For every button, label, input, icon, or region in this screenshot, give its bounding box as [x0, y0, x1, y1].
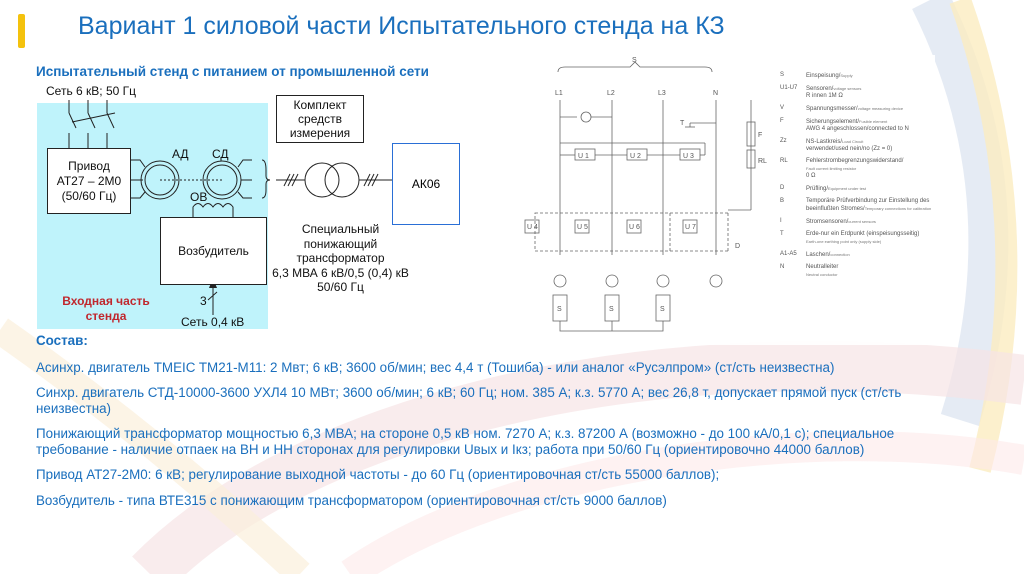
svg-text:S: S	[609, 306, 614, 313]
svg-text:D: D	[735, 243, 741, 250]
slide-title: Вариант 1 силовой части Испытательного стенда на КЗ	[78, 12, 725, 40]
transformer-caption	[268, 222, 413, 295]
drive-box	[47, 148, 131, 214]
input-part-label	[46, 294, 166, 324]
exciter-label: Возбудитель	[178, 243, 249, 258]
svg-text:L3: L3	[658, 90, 666, 97]
transformer-caption-line: 6,3 МВА 6 кВ/0,5 (0,4) кВ	[272, 265, 409, 280]
ak06-label: АК06	[411, 177, 441, 191]
transformer-caption-line: 50/60 Гц	[317, 280, 364, 294]
supply-label: Сеть 6 кВ; 50 Гц	[46, 84, 137, 98]
composition-item: Возбудитель - типа ВТЕ315 с понижающим трансформатором (ориентировочная ст/сть 9000 баллов)	[36, 492, 667, 508]
drive-line-3: (50/60 Гц)	[61, 188, 117, 203]
svg-text:U 6: U 6	[629, 224, 640, 231]
schematic-legend	[780, 72, 940, 284]
svg-text:U 5: U 5	[577, 224, 588, 231]
legend-row: N Neutralleiter Neutral conductor	[780, 264, 839, 277]
exciter-phases: 3	[200, 294, 207, 308]
svg-text:U 1: U 1	[578, 153, 589, 160]
input-part-line-1: Входная часть	[62, 294, 150, 308]
legend-row: F Sicherungselement/Fusible element AWG 4 angeschlossen/connected to N	[780, 118, 909, 132]
legend-row: U1-U7 Sensoren/voltage sensors R innen 1M Ω	[780, 85, 862, 99]
schematic-lines	[515, 55, 775, 345]
exciter-box	[160, 217, 267, 285]
legend-row: A1-A5 Laschen/connection	[780, 251, 850, 258]
slide-subtitle: Испытательный стенд с питанием от промышленной сети	[36, 64, 429, 79]
measurement-line-3: измерения	[289, 126, 351, 140]
svg-text:N: N	[713, 90, 719, 97]
legend-row: I Stromsensoren/current sensors	[780, 218, 876, 225]
legend-row: RL Fehlerstrombegrenzungswiderstand/ Fault current limiting resistor 0 Ω	[780, 158, 904, 179]
legend-row: Zz NS-Lastkreis/Load Circuit verwendet/used nein/no (Zz = 0)	[780, 138, 893, 152]
svg-text:T: T	[680, 120, 685, 127]
transformer-caption-line: трансформатор	[296, 251, 385, 265]
svg-text:U 7: U 7	[685, 224, 696, 231]
composition-item: Синхр. двигатель СТД-10000-3600 УХЛ4 10 МВт; 3600 об/мин; 6 кВ; 60 Гц; ном. 385 А; к.з. 5770 А; вес 26,8 т, допускает прямой пуск (ст/сть неизвестна)	[36, 385, 902, 416]
composition-item: Понижающий трансформатор мощностью 6,3 МВА; на стороне 0,5 кВ ном. 7270 А; к.з. 87200 А (возможно - до 100 кА/0,1 с); специальное требование - наличие отпаек на ВН и НН сторонах для регулировки Uвых и Iкз; работа при 50/60 Гц (ориентировочно 44000 баллов)	[36, 426, 895, 457]
legend-row: T Erde-nur ein Erdpunkt (einspeisungsseitig) Earth-one earthing point only (supply side)	[780, 231, 920, 244]
svg-text:L2: L2	[607, 90, 615, 97]
measurement-box	[276, 95, 364, 143]
svg-text:F: F	[758, 132, 763, 139]
svg-text:U 2: U 2	[630, 153, 641, 160]
motor-ad-label: АД	[172, 147, 189, 161]
legend-row: D Prüfling/Equipment under test	[780, 185, 867, 192]
input-part-line-2: стенда	[85, 309, 127, 323]
svg-text:S: S	[660, 306, 665, 313]
svg-text:S: S	[632, 57, 637, 64]
transformer-caption-line: понижающий	[303, 236, 378, 251]
composition-item: Асинхр. двигатель TMEIC TM21-M11: 2 Мвт; 6 кВ; 3600 об/мин; вес 4,4 т (Тошиба) - или аналог «Русэлпром» (ст/сть неизвестна)	[36, 359, 835, 375]
svg-text:L1: L1	[555, 90, 563, 97]
measurement-line-1: Комплект	[293, 98, 347, 112]
legend-row: B Temporäre Prüfverbindung zur Einstellung des beeinflußten Stromes/Temporary connections for calibration	[780, 198, 932, 212]
motor-sd-label: СД	[212, 147, 229, 161]
composition-heading: Состав:	[36, 333, 88, 348]
drive-line-1: Привод	[68, 158, 110, 173]
exciter-supply-label: Сеть 0,4 кВ	[181, 315, 245, 329]
transformer-caption-line: Специальный	[301, 222, 380, 236]
drive-line-2: АТ27 – 2М0	[56, 173, 122, 188]
legend-row: S Einspeisung/Supply	[780, 72, 853, 79]
measurement-line-2: средств	[298, 112, 342, 126]
composition-item: Привод АТ27-2М0: 6 кВ; регулирование выходной частоты - до 60 Гц (ориентировочная ст/сть 55000 баллов);	[36, 467, 720, 482]
svg-text:S: S	[557, 306, 562, 313]
svg-text:U 3: U 3	[683, 153, 694, 160]
field-winding-label: ОВ	[190, 190, 208, 204]
legend-row: V Spannungsmesser/voltage measuring device	[780, 105, 904, 112]
svg-text:RL: RL	[758, 158, 767, 165]
composition-section	[36, 333, 996, 518]
ak06-box	[392, 143, 460, 225]
svg-text:U 4: U 4	[527, 224, 538, 231]
